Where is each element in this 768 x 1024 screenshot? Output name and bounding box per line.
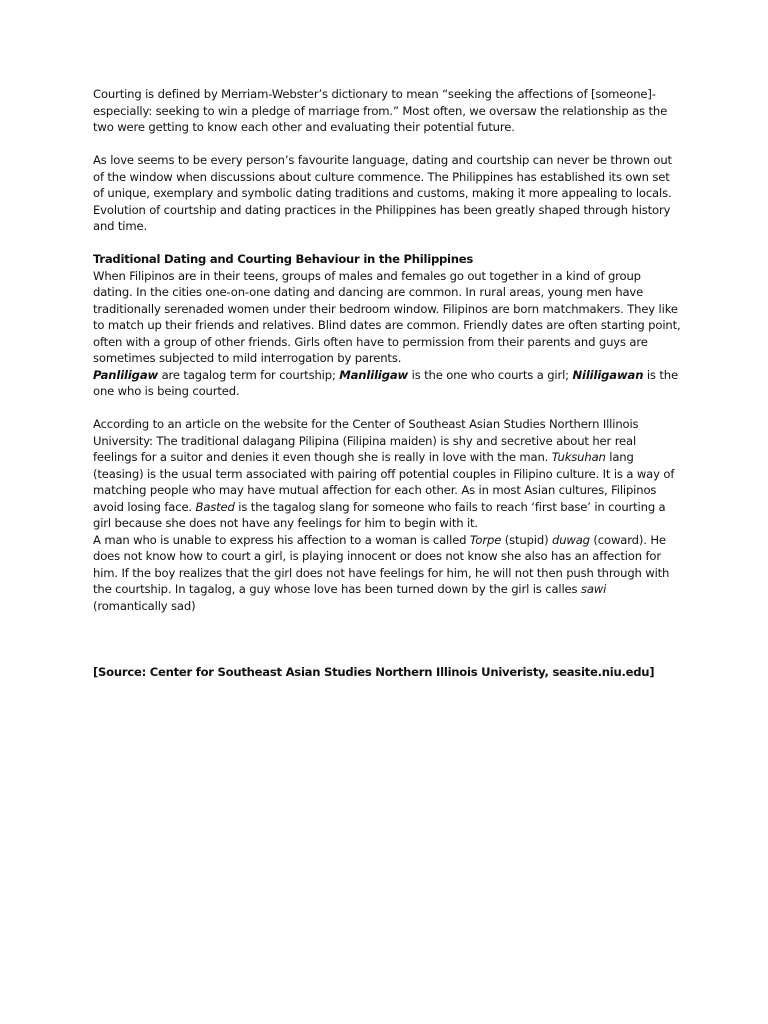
term-sawi: sawi	[580, 582, 607, 596]
section-heading: Traditional Dating and Courting Behaviour in the Philippines	[93, 252, 474, 266]
text-segment: are tagalog term for courtship;	[158, 367, 340, 382]
evolution-paragraph: Evolution of courtship and dating practices in the Philippines has been greatly shaped through history and time.	[93, 202, 671, 233]
paragraph-spacer	[93, 631, 683, 648]
text-segment: (coward). He does not know how to court a girl, is playing innocent or does not know she also has an affection for him. If the boy realizes that the girl does not have feelings for him, he will not then push through with the courtship. In tagalog, a guy whose love has been turned down by the girl is calles	[93, 532, 670, 596]
text-segment: is the tagalog slang for someone who fails to reach ‘first base’ in courting a girl because she does not have any feelings for him to begin with it.	[93, 499, 666, 530]
paragraph-spacer	[93, 614, 683, 631]
term-panliligaw: Panliligaw	[93, 367, 159, 382]
text-segment: lang (teasing) is the usual term associated with pairing off potential couples in Filipino culture. It is a way of matching people who may have mutual affection for each other. As in most Asian cultures, Filipinos avoid losing face.	[93, 450, 675, 514]
text-segment: (stupid)	[501, 532, 552, 547]
text-segment: According to an article on the website for the Center of Southeast Asian Studies Northern Illinois University: The traditional dalagang Pilipina (Filipina maiden) is shy and secretive about her real feelings for a suitor and denies it even though she is really in love with the man.	[93, 417, 639, 464]
term-torpe: Torpe	[469, 532, 502, 547]
term-basted: Basted	[195, 499, 235, 514]
term-nililigawan: Nililigawan	[572, 367, 644, 382]
paragraph-spacer	[93, 235, 683, 252]
document-body	[93, 86, 683, 680]
term-duwag: duwag	[551, 532, 590, 547]
tagalog-terms-paragraph	[93, 367, 683, 400]
text-segment: is the one who courts a girl;	[408, 367, 573, 382]
source-citation: [Source: Center for Southeast Asian Studies Northern Illinois Univeristy, seasite.niu.edu]	[93, 664, 655, 679]
text-segment: (romantically sad)	[93, 598, 196, 613]
paragraph-spacer	[93, 647, 683, 664]
teen-dating-paragraph: When Filipinos are in their teens, groups of males and females go out together in a kind of group dating. In the cities one-on-one dating and dancing are common. In rural areas, young men have traditionally serenaded women under their bedroom window. Filipinos are born matchmakers. They like to match up their friends and relatives. Blind dates are common. Friendly dates are often starting point, often with a group of other friends. Girls often have to permission from their parents and guys are sometimes subjected to mild interrogation by parents.	[93, 268, 681, 365]
paragraph-spacer	[93, 400, 683, 417]
text-segment: A man who is unable to express his affection to a woman is called	[93, 532, 470, 547]
text-segment: is the one who is being courted.	[93, 367, 678, 398]
term-manliligaw: Manliligaw	[339, 367, 409, 382]
paragraph-spacer	[93, 136, 683, 153]
culture-paragraph: As love seems to be every person’s favourite language, dating and courtship can never be thrown out of the window when discussions about culture commence. The Philippines has established its own set of unique, exemplary and symbolic dating traditions and customs, making it more appealing to locals.	[93, 153, 672, 200]
term-tuksuhan: Tuksuhan	[551, 450, 606, 464]
article-paragraph	[93, 416, 683, 532]
intro-paragraph: Courting is defined by Merriam-Webster’s dictionary to mean “seeking the affections of [someone]- especially: seeking to win a pledge of marriage from.” Most often, we oversaw the relationship as the two were getting to know each other and evaluating their potential future.	[93, 87, 668, 134]
torpe-paragraph	[93, 532, 683, 615]
